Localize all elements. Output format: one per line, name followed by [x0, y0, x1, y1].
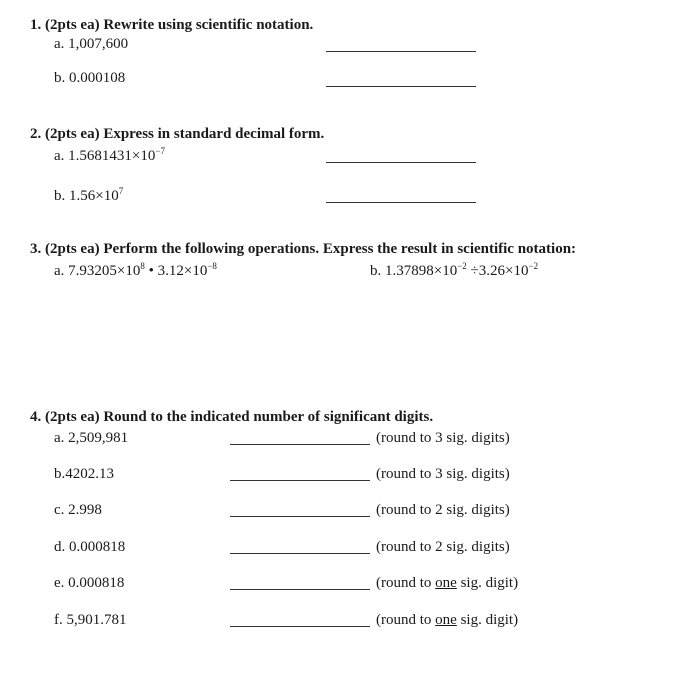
q4-answer-line[interactable] — [230, 553, 370, 554]
q4-answer-line[interactable] — [230, 480, 370, 481]
question-1-title: 1. (2pts ea) Rewrite using scientific notation. — [30, 17, 314, 33]
q4-item-label: e. 0.000818 — [54, 575, 125, 591]
q4-item-label: d. 0.000818 — [54, 539, 126, 555]
q4-instruction: (round to 2 sig. digits) — [376, 502, 510, 518]
q4-instruction: (round to one sig. digit) — [376, 575, 519, 591]
q3-item-b: b. $1.37898\times 10^{-2} \div 3.26\times 10^{-2}$ — [370, 261, 539, 279]
q4-instruction: (round to 3 sig. digits) — [376, 430, 510, 446]
q4-answer-line[interactable] — [230, 626, 370, 627]
q1-item-b: b. 0.000108 — [54, 70, 126, 86]
question-4-title: 4. (2pts ea) Round to the indicated number of significant digits. — [30, 409, 434, 425]
q4-item-label: a. 2,509,981 — [54, 430, 129, 446]
q2-a-answer-line[interactable] — [326, 162, 476, 163]
q2-item-b: b. $1.56\times 10^7$ — [54, 186, 124, 204]
question-3-title: 3. (2pts ea) Perform the following operations. Express the result in scientific notation: — [30, 241, 577, 257]
q4-instruction: (round to 3 sig. digits) — [376, 466, 510, 482]
q4-item-label: c. 2.998 — [54, 502, 102, 518]
q4-answer-line[interactable] — [230, 516, 370, 517]
q4-answer-line[interactable] — [230, 589, 370, 590]
q1-a-answer-line[interactable] — [326, 51, 476, 52]
q4-item-label: f. 5,901.781 — [54, 612, 127, 628]
question-2-title: 2. (2pts ea) Express in standard decimal form. — [30, 126, 325, 142]
q1-b-answer-line[interactable] — [326, 86, 476, 87]
q3-item-a: a. $7.93205\times 10^8$ • $3.12\times 10^{-8}$ — [54, 261, 217, 279]
q1-item-a: a. 1,007,600 — [54, 36, 129, 52]
q4-item-label: b.4202.13 — [54, 466, 114, 482]
q4-instruction: (round to 2 sig. digits) — [376, 539, 510, 555]
q4-answer-line[interactable] — [230, 444, 370, 445]
q2-item-a: a. $1.5681431\times 10^{-7}$ — [54, 146, 165, 164]
q4-instruction: (round to one sig. digit) — [376, 612, 519, 628]
q2-b-answer-line[interactable] — [326, 202, 476, 203]
